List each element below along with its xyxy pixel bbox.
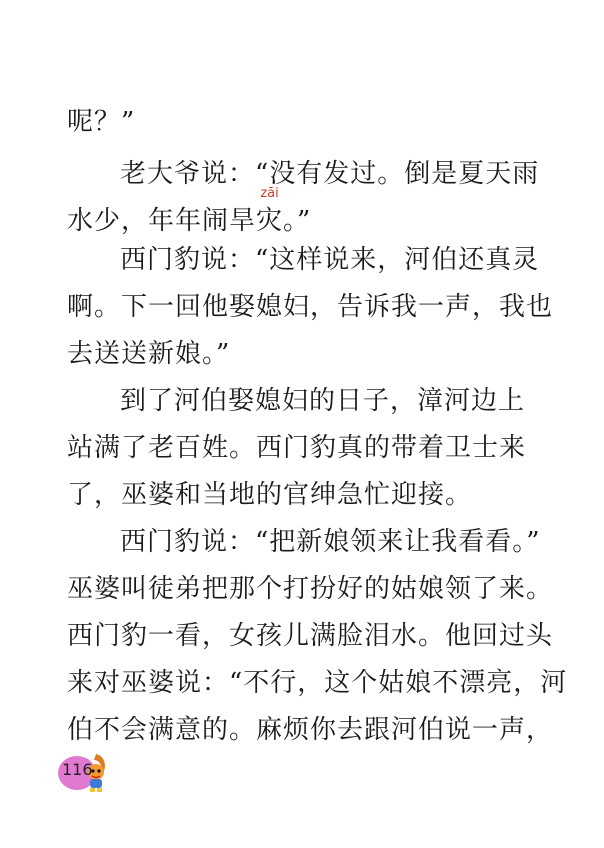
text-line-12: 西门豹一看，女孩儿满脸泪水。他回过头 xyxy=(67,621,554,651)
text-line-3 xyxy=(0,186,604,238)
text-line-10: 西门豹说：“把新娘领来让我看看。” xyxy=(120,527,541,557)
text-line-2: 老大爷说：“没有发过。倒是夏天雨 xyxy=(120,159,540,189)
text-line-1: 呢？” xyxy=(67,107,136,137)
text-line-7: 到了河伯娶媳妇的日子，漳河边上 xyxy=(120,386,526,416)
text-line-5: 啊。下一回他娶媳妇，告诉我一声，我也 xyxy=(67,292,554,322)
text-line-13: 来对巫婆说：“不行，这个姑娘不漂亮，河 xyxy=(67,668,568,698)
text-segment: 水少，年年闹旱 xyxy=(67,206,257,236)
pinyin-annotation: zāi xyxy=(260,186,279,201)
page-number: 116 xyxy=(62,760,93,779)
annotated-character xyxy=(256,186,284,238)
text-line-11: 巫婆叫徒弟把那个打扮好的姑娘领了来。 xyxy=(67,574,554,604)
text-line-14: 伯不会满意的。麻烦你去跟河伯说一声， xyxy=(67,715,554,745)
text-line-8: 站满了老百姓。西门豹真的带着卫士来 xyxy=(67,433,527,463)
character-zai: 灾 xyxy=(256,206,284,236)
text-line-6: 去送送新娘。” xyxy=(67,339,231,369)
text-line-4: 西门豹说：“这样说来，河伯还真灵 xyxy=(120,245,540,275)
text-segment-end: 。” xyxy=(283,206,312,236)
text-line-9: 了，巫婆和当地的官绅急忙迎接。 xyxy=(67,480,473,510)
